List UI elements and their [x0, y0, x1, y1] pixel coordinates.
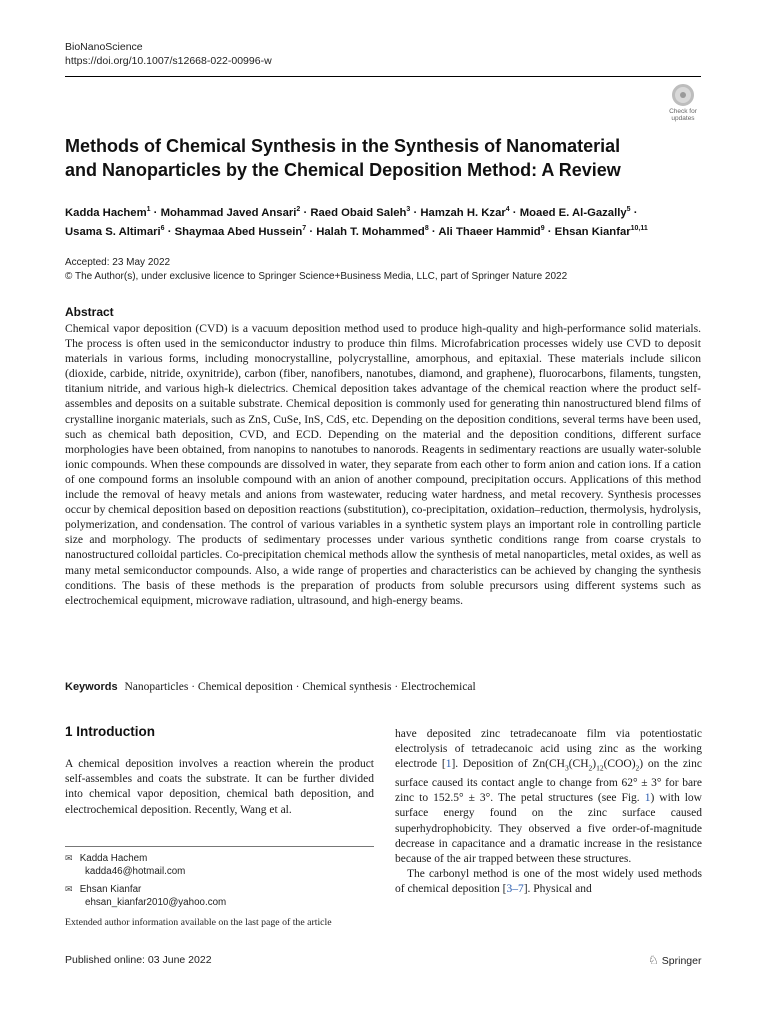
published-date: Published online: 03 June 2022 — [65, 954, 212, 966]
author-contact-name: Kadda Hachem — [79, 853, 148, 864]
author-name: Raed Obaid Saleh — [310, 206, 407, 219]
author-affiliation: 4 — [505, 206, 510, 213]
author-name: Shaymaa Abed Hussein — [174, 225, 303, 238]
section-heading-introduction: 1 Introduction — [65, 724, 155, 739]
author-affiliation: 6 — [160, 224, 165, 232]
footnote-rule — [65, 846, 374, 847]
citation-link[interactable]: 1 — [445, 758, 452, 771]
abstract-heading: Abstract — [65, 305, 114, 319]
envelope-icon: ✉ — [65, 853, 73, 863]
author-email[interactable]: kadda46@hotmail.com — [85, 866, 186, 877]
extended-author-info: Extended author information available on the last page of the article — [65, 917, 332, 928]
publisher-logo — [648, 953, 701, 967]
intro-paragraph: A chemical deposition involves a reaction wherein the product self-assembles and coats the substrate. It can be further divided into chemical vapor deposition, chemical bath deposition, and electrochemical deposition. Recently, Wang et al. — [65, 758, 374, 816]
author-affiliation: 7 — [302, 224, 307, 232]
keywords — [65, 680, 476, 695]
badge-line1: Check for — [669, 108, 697, 115]
title-line2: and Nanoparticles by the Chemical Deposition Method: A Review — [65, 160, 621, 180]
author-affiliation: 1 — [146, 206, 151, 213]
title-line1: Methods of Chemical Synthesis in the Synthesis of Nanomaterial — [65, 136, 621, 156]
keywords-text: Nanoparticles · Chemical deposition · Chemical synthesis · Electrochemical — [124, 681, 476, 693]
intro-right-column — [395, 727, 702, 898]
doi-link[interactable]: https://doi.org/10.1007/s12668-022-00996-w — [65, 55, 272, 67]
author-affiliation: 5 — [626, 206, 631, 213]
intro-paragraph-carbonyl: The carbonyl method is one of the most widely used methods of chemical deposition [3–7]. Physical and — [395, 868, 702, 896]
author-name: Moaed E. Al-Gazally — [519, 206, 627, 219]
journal-header — [65, 40, 272, 68]
journal-name: BioNanoScience — [65, 41, 143, 53]
citation-link[interactable]: 3–7 — [506, 883, 524, 896]
corresponding-author-2 — [65, 883, 226, 909]
author-name: Usama S. Altimari — [65, 225, 161, 238]
author-affiliation: 8 — [424, 224, 429, 232]
author-name: Ali Thaeer Hammid — [438, 225, 541, 238]
envelope-icon: ✉ — [65, 884, 73, 894]
copyright-line: © The Author(s), under exclusive licence to Springer Science+Business Media, LLC, part of Springer Nature 2022 — [65, 271, 568, 282]
author-name: Mohammad Javed Ansari — [160, 206, 297, 219]
author-name: Ehsan Kianfar — [554, 225, 631, 238]
author-affiliation: 3 — [406, 206, 411, 213]
author-affiliation: 10,11 — [630, 224, 648, 232]
author-email[interactable]: ehsan_kianfar2010@yahoo.com — [85, 897, 227, 908]
accepted-date: Accepted: 23 May 2022 — [65, 257, 171, 268]
keywords-label: Keywords — [65, 681, 118, 693]
intro-left-column — [65, 757, 374, 818]
author-list: Kadda Hachem$^1$ · Mohammad Javed Ansari$^2$ · Raed Obaid Saleh$^3$ · Hamzah H. Kzar$^4$ · Moaed E. Al-Gazally$^5$ · Usama S. Altimari$^6$ · Shaymaa Abed Hussein$^7$ · Halah T. Mohammed$^8$ · Ali Thaeer Hammid$^9$ · Ehsan Kianfar$^{10,11}$ — [65, 206, 648, 238]
publisher-name: Springer — [661, 955, 702, 967]
author-affiliation: 9 — [540, 224, 545, 232]
header-rule — [65, 76, 701, 77]
author-affiliation: 2 — [296, 206, 301, 213]
springer-horse-icon: ♘ — [648, 953, 659, 967]
figure-link[interactable]: 1 — [644, 792, 651, 805]
intro-paragraph-continued: have deposited zinc tetradecanoate film via potentiostatic electrolysis of tetradecanoic acid using zinc as the working electrode [1]. Deposition of $Zn(CH_3(CH_2)_{12}(COO)_2)$ on the zinc surface caused its contact angle to change from 62° ± 3° for bare zinc to 152.5° ± 3°. The petal structures (see Fig. 1) with low surface energy found on the zinc surface caused superhydrophobicity. They observed a five order-of-magnitude decrease in capacitance and a dramatic increase in the resistance because of the air trapped between these structures. — [395, 728, 702, 865]
check-for-updates-badge[interactable] — [664, 84, 702, 124]
corresponding-author-1 — [65, 852, 185, 878]
abstract-text: Chemical vapor deposition (CVD) is a vacuum deposition method used to produce high-quality and high-performance solid materials. The process is often used in the semiconductor industry to produce thin films. Microfabrication processes widely use CVD to deposit materials in various forms, including monocrystalline, polycrystalline, amorphous, and epitaxial. These materials include silicon (dioxide, carbide, nitride, oxynitride), carbon (fiber, nanofibers, nanotubes, diamond, and graphene), fluorocarbons, filaments, tungsten, titanium nitride, and various high-k dielectrics. Chemical deposition takes advantage of the chemical reaction where the product self-assembles and deposits on a suitable substrate. Chemical deposition is commonly used for generating thin nanostructured blend films of crystalline inorganic materials, such as ZnS, CuSe, InS, CdS, etc. Depending on the deposition conditions, several terms have been used, such as chemical bath deposition, CVD, and ECD. Depending on the material and the deposition conditions, different surface morphologies have been obtained, from nanopins to nanotubes to nanorods. Reagents in sedimentary reactions are usually water-soluble ionic compounds. When these compounds are dissolved in water, they separate from each other to form anion and cation ions. If a cation of one compound forms an insoluble compound with an anion of another compound, precipitation occurs. Applications of this method include the removal of heavy metals and anions from wastewater, reducing water hardness, and metal recovery. Synthesis processes occur by chemical deposition based on deposition reactions (substitution), co-precipitation, oxidation–reduction, thermolysis, hydrolysis, polymerization, and condensation. The control of various variables in a synthetic system plays an important role in controlling particle size and morphology. The products of sedimentary processes under various synthetic conditions range from coarse crystals to nanostructured colloidal particles. Co-precipitation chemical methods allow the synthesis of metal nanoparticles, metal oxides, as well as many metal semiconductor compounds. Also, a wide range of properties and characteristics can be achieved by changing the synthesis conditions. The basis of these methods is the preparation of products from soluble precursors using different systems such as electrochemical equipment, microwave radiation, ultrasound, and high-energy beams. — [65, 322, 701, 607]
author-name: Hamzah H. Kzar — [420, 206, 506, 219]
article-title — [65, 134, 665, 182]
badge-line2: updates — [671, 115, 695, 122]
author-contact-name: Ehsan Kianfar — [79, 884, 142, 895]
check-for-updates-icon — [672, 84, 694, 106]
article-meta — [65, 256, 567, 284]
author-name: Kadda Hachem — [65, 206, 147, 219]
author-name: Halah T. Mohammed — [316, 225, 425, 238]
